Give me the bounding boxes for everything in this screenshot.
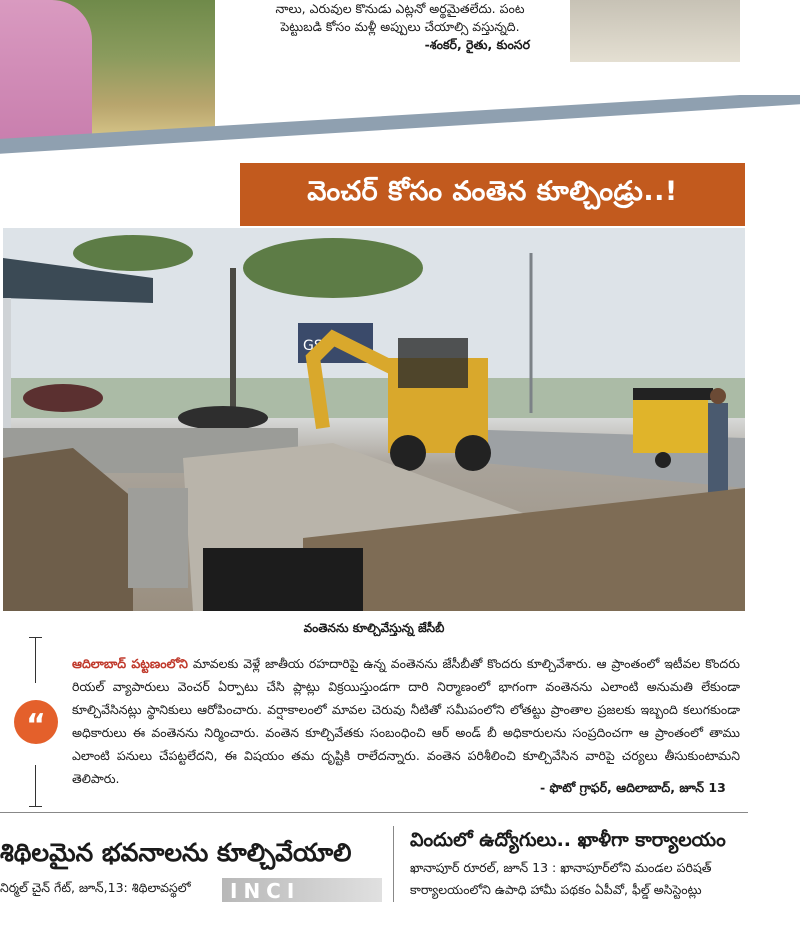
main-headline: వెంచర్ కోసం వంతెన కూల్చిండ్రు..! (240, 163, 745, 226)
quote-icon: “ (14, 700, 58, 744)
quote-line: పెట్టుబడి కోసం మళ్లీ అప్పులు చేయాల్సి వస్తున్నది. (280, 19, 520, 34)
photo-scene (3, 228, 745, 611)
photo-caption: వంతెనను కూల్చివేస్తున్న జేసీబీ (303, 621, 445, 635)
quote-rule-bottom (35, 765, 36, 807)
quote-line: నాలు, ఎరువుల కొనుడు ఎట్లనో అర్థమైతలేదు. పంట (275, 1, 525, 16)
divider (0, 812, 748, 813)
bridge-demolition-photo (3, 228, 745, 611)
quote-attribution: -శంకర్, రైతు, కుంసర (424, 37, 530, 52)
left-story-headline: శిథిలమైన భవనాలను కూల్చివేయాలి (0, 838, 352, 867)
decorative-band (0, 95, 800, 155)
article-place: ఆదిలాబాద్ పట్టణంలోని (72, 656, 188, 671)
farmer-quote (240, 0, 560, 54)
right-story-headline: విందులో ఉద్యోగులు.. ఖాళీగా కార్యాలయం (410, 829, 726, 851)
photo-credit: - ఫొటో గ్రాఫర్, ఆదిలాబాద్, జూన్ 13 (540, 780, 726, 795)
quote-rule-top (35, 637, 36, 683)
article-text: మావలకు వెళ్లే జాతీయ రహదారిపై ఉన్న వంతెనను జేసీబీతో కొందరు కూల్చివేశారు. ఆ ప్రాంతంలో ఇటీవల కొందరు రియల్ వ్యాపారులు వెంచర్ ఏర్పాటు చేసి ప్లాట్లు విక్రయిస్తుండగా దారి నిర్మాణంలో భాగంగా వంతెనను ఎలాంటి అనుమతి లేకుండా కూల్చివేసినట్లు స్థానికులు ఆరోపించారు. వర్షాకాలంలో మావల చెరువు నీటితో సమీపంలోని లోతట్టు ప్రాంతాల ప్రజలకు ఇబ్బంది కలుగకుండా అధికారులు ఈ వంతెనను నిర్మించారు. వంతెన కూల్చివేతకు సంబంధించి ఆర్ అండ్ బీ అధికారులను సంప్రదించగా ఆ ప్రాంతంలో తాము ఎలాంటి పనులు చేపట్టలేదని, ఈ విషయం తమ దృష్టికి రాలేదన్నారు. వంతెన పరిశీలించి కూల్చివేసిన వారిపై చర్యలు తీసుకుంటామని తెలిపారు. (72, 656, 740, 786)
column-divider (393, 826, 394, 902)
right-story-line: కార్యాలయంలోని ఉపాధి హామీ పథకం ఏపీవో, ఫీల్డ్ అసిస్టెంట్లు (410, 882, 702, 897)
right-story-text (410, 857, 750, 901)
right-story-line: ఖానాపూర్ రూరల్, జూన్ 13 : ఖానాపూర్‌లోని మండల పరిషత్ (410, 860, 712, 875)
left-story-dateline: నిర్మల్ చైన్ గేట్, జూన్,13: శిథిలావస్థలో (0, 880, 191, 895)
left-story-photo (222, 878, 382, 929)
top-right-photo (570, 0, 740, 62)
sign-text: GSL (303, 338, 331, 354)
thumb-text: INCI HALL (230, 879, 312, 929)
article-body (72, 652, 740, 790)
